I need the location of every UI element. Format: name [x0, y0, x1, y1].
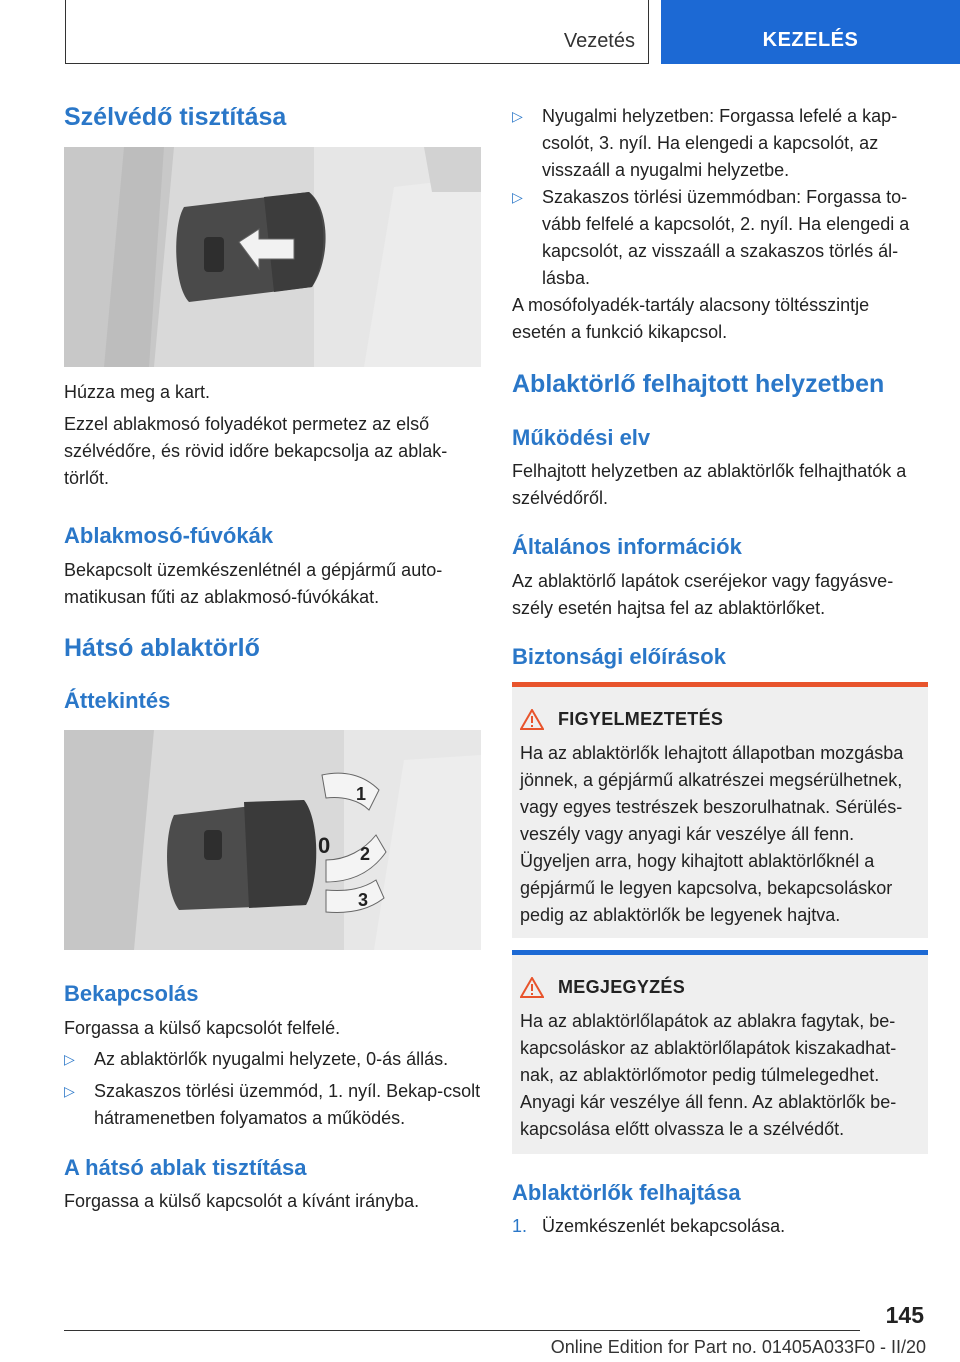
step-text: Üzemkészenlét bekapcsolása.	[542, 1216, 786, 1236]
header-box	[65, 0, 649, 64]
heading-general-info: Általános információk	[512, 534, 742, 559]
triangle-bullet-icon: ▷	[64, 1051, 75, 1067]
warning-triangle-icon	[520, 709, 544, 730]
figure-label-0: 0	[318, 833, 331, 858]
triangle-bullet-icon: ▷	[512, 108, 523, 124]
page-number: 145	[885, 1302, 924, 1328]
note-box	[512, 950, 928, 1154]
heading-safety: Biztonsági előírások	[512, 644, 726, 669]
warning-text: Ha az ablaktörlők lehajtott állapotban mozgásba jönnek, a gépjármű alkatrészei megsérülhetnek, vagy egyes testrészek beszorulhatnak. Sérülés-veszély vagy anyagi kár veszélye áll fenn. Ügyeljen arra, hogy kihajtott ablaktörlőknél a gépjármű le legyen kapcsolva, bekapcsoláskor pedig az ablaktörlők be legyenek hajtva.	[520, 743, 904, 925]
warning-triangle-icon	[520, 977, 544, 998]
heading-principle: Működési elv	[512, 425, 651, 450]
heading-washer-nozzles: Ablakmosó-fúvókák	[64, 523, 274, 548]
text-rotate-up: Forgassa a külső kapcsolót felfelé.	[64, 1018, 341, 1038]
list-item: ▷ Az ablaktörlők nyugalmi helyzete, 0-ás állás.	[64, 1046, 481, 1073]
section-title: Vezetés	[563, 30, 635, 52]
text-spray-fluid: Ezzel ablakmosó folyadékot permetez az első szélvédőre, és rövid időre bekapcsolja az ablak-törlőt.	[64, 414, 448, 488]
text-general-info: Az ablaktörlő lapátok cseréjekor vagy fagyásve-szély esetén hajtsa fel az ablaktörlőket.	[512, 571, 894, 618]
step-number: 1.	[512, 1216, 528, 1236]
text-nozzles-heating: Bekapcsolt üzemkészenlétnél a gépjármű auto-matikusan fűti az ablakmosó-fúvókákat.	[64, 560, 443, 607]
heading-wiper-folded-position: Ablaktörlő felhajtott helyzetben	[512, 370, 885, 398]
heading-windshield-cleaning: Szélvédő tisztítása	[64, 103, 287, 131]
heading-fold-wipers: Ablaktörlők felhajtása	[512, 1180, 741, 1205]
heading-rear-wiper: Hátsó ablaktörlő	[64, 634, 260, 662]
warning-bar	[512, 682, 928, 687]
text-pull-lever: Húzza meg a kart.	[64, 382, 211, 402]
triangle-bullet-icon: ▷	[64, 1083, 75, 1099]
heading-overview: Áttekintés	[64, 688, 171, 713]
note-bar	[512, 950, 928, 955]
chapter-label: KEZELÉS	[762, 28, 859, 51]
text-fluid-low: A mosófolyadék-tartály alacsony töltésszintje esetén a funkció kikapcsol.	[512, 295, 870, 342]
photo-rear-wiper-switch	[64, 730, 481, 950]
text-rotate-direction: Forgassa a külső kapcsolót a kívánt irányba.	[64, 1191, 420, 1211]
figure-label-3: 3	[358, 890, 369, 910]
triangle-bullet-icon: ▷	[512, 189, 523, 205]
figure-label-1: 1	[356, 784, 367, 804]
note-title-row	[520, 977, 928, 998]
list-item: ▷ Szakaszos törlési üzemmódban: Forgassa to-vább felfelé a kapcsolót, 2. nyíl. Ha elengedi a kapcsolót, az visszaáll a szakaszos törlés ál-lásba.	[512, 184, 928, 292]
warning-box	[512, 682, 928, 938]
list-item: ▷ Szakaszos törlési üzemmód, 1. nyíl. Bekap-csolt hátramenetben folyamatos a működés.	[64, 1078, 481, 1132]
note-title: MEGJEGYZÉS	[558, 977, 686, 997]
text-principle: Felhajtott helyzetben az ablaktörlők felhajthatók a szélvédőről.	[512, 461, 907, 508]
photo-wiper-stalk-pull	[64, 147, 481, 367]
note-text: Ha az ablaktörlőlapátok az ablakra fagytak, be-kapcsoláskor az ablaktörlőlapátok kiszakadhat-nak, az ablaktörlőmotor pedig túlmelegedhet. Anyagi kár veszélye áll fenn. Az ablaktörlők be-kapcsolása előtt olvassza le a szélvédőt.	[520, 1011, 897, 1139]
chapter-tab	[661, 0, 960, 64]
list-item: ▷ Nyugalmi helyzetben: Forgassa lefelé a kap-csolót, 3. nyíl. Ha elengedi a kapcsolót, az visszaáll a nyugalmi helyzetbe.	[512, 103, 928, 184]
heading-switch-on: Bekapcsolás	[64, 981, 199, 1006]
figure-label-2: 2	[360, 844, 371, 864]
warning-title-row	[520, 709, 928, 730]
footer-edition: Online Edition for Part no. 01405A033F0 - II/20	[550, 1337, 926, 1357]
list-item	[512, 1213, 928, 1240]
warning-title: FIGYELMEZTETÉS	[558, 709, 724, 729]
footer-divider	[64, 1330, 860, 1331]
heading-rear-window-cleaning: A hátsó ablak tisztítása	[64, 1155, 307, 1180]
